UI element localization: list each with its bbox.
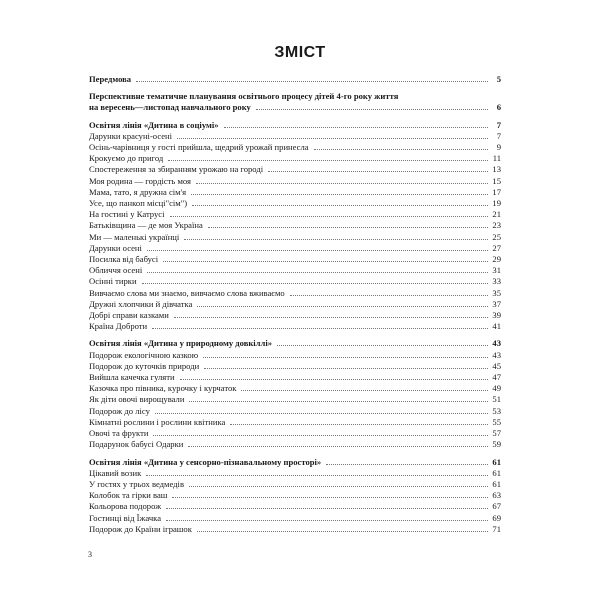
toc-label: Осінні тирки [89,276,137,287]
toc-section-heading [89,338,501,349]
toc-label: Подарунок бабусі Одарки [89,439,184,450]
toc-label: Подорож до Країни іграшок [89,523,192,534]
toc-label: Дарунки красуні-осені [89,130,173,141]
dot-leader [189,401,488,402]
toc-label: Передмова [89,74,132,84]
toc-entry [89,490,501,501]
toc-entry [89,361,501,372]
toc-preface [89,74,501,85]
toc-page: 13 [492,164,501,175]
toc-label: Вийшла качечка гуляти [89,372,175,383]
toc-label: Перспективне тематичне планування освітнього процесу дітей 4-го року життя [89,91,399,102]
toc-label: Подорож екологічною казкою [89,349,199,360]
section-3-items [89,468,501,535]
dot-leader [277,345,488,346]
toc-label: Подорож до лісу [89,405,150,416]
toc-label: Добрі справи казками [89,310,169,321]
dot-leader [136,81,488,82]
toc-page: 6 [496,102,501,113]
toc-entry [89,468,501,479]
toc-page: 61 [492,456,501,467]
toc-page: 57 [492,428,501,439]
toc-label: Гостинці від Їжачка [89,512,162,523]
toc-page: 51 [492,394,501,405]
toc-label: У гостях у трьох ведмедів [89,478,184,489]
toc-label: На гостині у Катрусі [89,209,165,220]
toc-page: 71 [492,523,501,534]
dot-leader [230,424,488,425]
toc-entry [89,383,501,394]
toc-entry [89,524,501,535]
toc-label: Як діти овочі вирощували [89,394,185,405]
toc-page: 31 [492,265,501,276]
dot-leader [142,283,488,284]
toc-entry [89,299,501,310]
dot-leader [224,127,488,128]
toc-page: 23 [492,220,501,231]
toc-entry [89,176,501,187]
toc-entry [89,439,501,450]
toc-page: 37 [492,298,501,309]
toc-entry [89,243,501,254]
dot-leader [188,446,488,447]
page-number: 3 [88,550,92,559]
dot-leader [166,508,488,509]
toc-page: 61 [492,467,501,478]
dot-leader [204,368,488,369]
dot-leader [174,317,488,318]
toc-entry [89,350,501,361]
toc-label: Цікавий возик [89,467,142,478]
dot-leader [152,328,488,329]
dot-leader [166,520,488,521]
toc-entry [89,131,501,142]
toc-label: Обличчя осені [89,265,143,276]
dot-leader [203,357,488,358]
dot-leader [326,464,488,465]
toc-label: Колобок та гірки ваш [89,490,168,501]
dot-leader [177,138,488,139]
toc-section-heading [89,457,501,468]
toc-entry [89,198,501,209]
toc-label: Вивчаємо слова ми знаємо, вивчаємо слова вживаємо [89,287,285,298]
toc-planning-line1 [89,91,501,102]
toc-label: Мама, тато, я дружна сім'я [89,186,187,197]
toc-entry [89,164,501,175]
toc-page: 43 [492,338,501,349]
toc-label: Посилка від бабусі [89,254,159,265]
toc-page: 27 [492,242,501,253]
toc-entry [89,428,501,439]
toc-label: Крокуємо до пригод [89,153,164,164]
dot-leader [155,413,488,414]
toc-label: Країна Доброти [89,321,148,332]
dot-leader [208,227,488,228]
toc-page: 55 [492,416,501,427]
toc-entry [89,276,501,287]
toc-planning-line2 [89,102,501,113]
toc-page: 61 [492,478,501,489]
toc-entry [89,142,501,153]
toc-entry [89,153,501,164]
toc-entry [89,513,501,524]
toc-page: 29 [492,254,501,265]
section-1-items [89,131,501,333]
toc-entry [89,321,501,332]
toc-entry [89,310,501,321]
page-title: ЗМІСТ [274,44,326,61]
toc-page: 39 [492,310,501,321]
toc-entry [89,254,501,265]
toc-entry [89,394,501,405]
toc-label: на вересень—листопад навчального року [89,102,251,113]
toc-label: Освітня лінія «Дитина у сенсорно-пізнавальному просторі» [89,456,322,467]
toc-page: 7 [496,119,501,130]
toc-entry [89,220,501,231]
toc-label: Усе, що панкоп місці"сім") [89,198,188,209]
toc-label: Осінь-чарівниця у гості прийшла, щедрий урожай принесла [89,142,309,153]
table-of-contents [89,74,501,535]
dot-leader [163,261,488,262]
toc-entry [89,209,501,220]
toc-label: Моя родина — гордість моя [89,175,191,186]
dot-leader [189,486,488,487]
toc-label: Дружні хлопчики й дівчатка [89,298,193,309]
dot-leader [241,390,488,391]
toc-page: 11 [492,153,501,164]
dot-leader [197,306,488,307]
dot-leader [256,109,488,110]
dot-leader [314,149,488,150]
dot-leader [168,160,488,161]
dot-leader [180,379,488,380]
dot-leader [153,435,488,436]
toc-label: Спостереження за збиранням урожаю на городі [89,164,264,175]
toc-entry [89,417,501,428]
toc-page: 7 [496,130,501,141]
toc-page: 17 [492,186,501,197]
dot-leader [146,475,488,476]
toc-entry [89,479,501,490]
toc-label: Овочі та фрукти [89,428,149,439]
toc-page: 41 [492,321,501,332]
toc-page: 43 [492,349,501,360]
toc-label: Ми — маленькі українці [89,231,180,242]
toc-page: 15 [492,175,501,186]
toc-label: Кольорова подорож [89,501,162,512]
toc-page: 9 [496,142,501,153]
dot-leader [268,171,488,172]
dot-leader [192,205,488,206]
toc-label: Подорож до куточків природи [89,360,200,371]
toc-label: Кімнатні рослини і рослини квітника [89,416,226,427]
toc-label: Казочка про півника, курочку і курчаток [89,383,237,394]
section-2-items [89,350,501,451]
toc-page: 35 [492,287,501,298]
toc-entry [89,232,501,243]
dot-leader [197,531,488,532]
toc-page: 53 [492,405,501,416]
toc-entry [89,406,501,417]
toc-entry [89,265,501,276]
toc-page: 59 [492,439,501,450]
dot-leader [191,194,488,195]
toc-page: 19 [492,198,501,209]
dot-leader [290,295,488,296]
toc-entry [89,288,501,299]
toc-page: 49 [492,383,501,394]
toc-entry [89,187,501,198]
toc-page: 63 [492,490,501,501]
dot-leader [172,497,488,498]
toc-label: Освітня лінія «Дитина в соціумі» [89,119,219,130]
toc-page: 47 [492,372,501,383]
toc-page: 21 [492,209,501,220]
toc-page: 5 [496,74,501,84]
toc-entry [89,501,501,512]
dot-leader [184,239,488,240]
dot-leader [147,250,488,251]
dot-leader [147,272,488,273]
toc-page: 69 [492,512,501,523]
toc-page: 33 [492,276,501,287]
dot-leader [196,183,488,184]
toc-page: 25 [492,231,501,242]
toc-entry [89,372,501,383]
toc-label: Батьківщина — де моя Україна [89,220,203,231]
toc-label: Дарунки осені [89,242,142,253]
toc-label: Освітня лінія «Дитина у природному довкіллі» [89,338,272,349]
toc-page: 45 [492,360,501,371]
toc-section-heading [89,120,501,131]
dot-leader [170,216,489,217]
toc-page: 67 [492,501,501,512]
